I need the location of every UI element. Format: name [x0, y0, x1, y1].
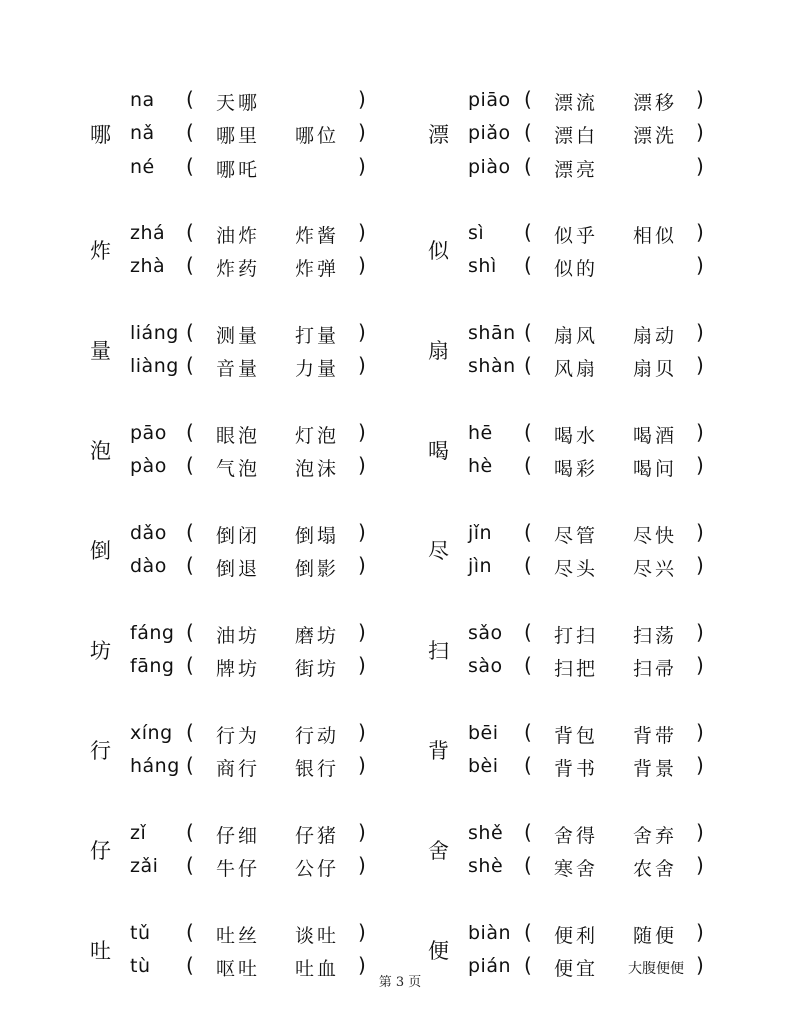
- reading-row: [428, 918, 728, 951]
- open-paren: (: [186, 653, 194, 678]
- close-paren: ): [696, 87, 704, 111]
- close-paren: ): [358, 320, 366, 344]
- open-paren: (: [186, 453, 194, 478]
- entry-left-0: [90, 85, 430, 185]
- entry-left-6: [90, 718, 430, 785]
- open-paren: (: [524, 853, 532, 878]
- close-paren: ): [358, 853, 366, 878]
- close-paren: ): [358, 620, 366, 644]
- example-word: 银行: [295, 758, 340, 781]
- reading-row: [90, 118, 390, 151]
- pinyin: jìn: [468, 555, 493, 578]
- open-paren: (: [524, 953, 532, 978]
- pinyin: sǎo: [468, 622, 503, 644]
- example-word: 灯泡: [295, 425, 340, 447]
- pinyin: sào: [468, 655, 503, 678]
- close-paren: ): [696, 153, 704, 178]
- pinyin: jǐn: [468, 522, 493, 544]
- example-word: 行动: [295, 725, 340, 747]
- example-word: 扫帚: [633, 658, 678, 681]
- example-word: 商行: [216, 758, 261, 781]
- reading-row: [428, 218, 728, 251]
- pinyin: dào: [130, 555, 167, 578]
- close-paren: ): [696, 953, 704, 978]
- pinyin: nǎ: [130, 122, 155, 145]
- pinyin: hè: [468, 455, 493, 478]
- close-paren: ): [696, 553, 704, 578]
- headword-char: 漂: [428, 122, 449, 147]
- open-paren: (: [524, 353, 532, 378]
- example-word: 扫把: [554, 658, 599, 681]
- headword-char: 扇: [428, 339, 449, 364]
- example-word: 似的: [554, 258, 599, 281]
- entry-right-3: [428, 418, 768, 485]
- example-word: 炸药: [216, 258, 261, 281]
- reading-row: [428, 418, 728, 451]
- pinyin: piāo: [468, 89, 511, 111]
- example-word: 漂移: [633, 92, 678, 114]
- open-paren: (: [186, 853, 194, 878]
- example-word: 扇贝: [633, 358, 678, 381]
- close-paren: ): [358, 153, 366, 178]
- open-paren: (: [524, 220, 532, 244]
- close-paren: ): [358, 420, 366, 444]
- close-paren: ): [358, 453, 366, 478]
- close-paren: ): [696, 653, 704, 678]
- open-paren: (: [524, 920, 532, 944]
- reading-row: [428, 251, 728, 284]
- example-word: 扫荡: [633, 625, 678, 647]
- example-word: 喝问: [633, 458, 678, 481]
- reading-row: [90, 818, 390, 851]
- reading-row: [90, 751, 390, 784]
- entry-right-4: [428, 518, 768, 585]
- reading-row: [90, 251, 390, 284]
- example-word: 舍得: [554, 825, 599, 847]
- entry-right-2: [428, 318, 768, 385]
- pinyin: shě: [468, 822, 504, 844]
- pinyin: liàng: [130, 355, 179, 378]
- close-paren: ): [696, 220, 704, 244]
- close-paren: ): [358, 87, 366, 111]
- example-word: 气泡: [216, 458, 261, 481]
- headword-char: 炸: [90, 239, 111, 264]
- open-paren: (: [186, 120, 194, 145]
- pinyin: bēi: [468, 722, 499, 744]
- example-word: 街坊: [295, 658, 340, 681]
- headword-char: 背: [428, 739, 449, 764]
- pinyin: sì: [468, 222, 485, 244]
- open-paren: (: [186, 153, 194, 178]
- reading-row: [428, 152, 728, 185]
- headword-char: 哪: [90, 122, 111, 147]
- close-paren: ): [696, 320, 704, 344]
- example-word: 农舍: [633, 858, 678, 881]
- headword-char: 倒: [90, 539, 111, 564]
- example-word: 天哪: [216, 92, 261, 114]
- example-word: 背带: [633, 725, 678, 747]
- example-word: 呕吐: [216, 958, 261, 981]
- example-word: 打量: [295, 325, 340, 347]
- close-paren: ): [696, 420, 704, 444]
- example-word: 倒塌: [295, 525, 340, 547]
- open-paren: (: [186, 953, 194, 978]
- open-paren: (: [524, 420, 532, 444]
- reading-row: [90, 718, 390, 751]
- example-word: 谈吐: [295, 925, 340, 947]
- example-word: 哪吒: [216, 158, 261, 181]
- example-word: 力量: [295, 358, 340, 381]
- reading-row: [428, 851, 728, 884]
- headword-char: 舍: [428, 839, 449, 864]
- example-word: 便宜: [554, 958, 599, 981]
- reading-row: [90, 518, 390, 551]
- example-word: 喝彩: [554, 458, 599, 481]
- headword-char: 量: [90, 339, 111, 364]
- open-paren: (: [524, 553, 532, 578]
- open-paren: (: [186, 87, 194, 111]
- pinyin: hē: [468, 422, 493, 444]
- pinyin: xíng: [130, 722, 173, 744]
- open-paren: (: [186, 820, 194, 844]
- open-paren: (: [524, 820, 532, 844]
- reading-row: [90, 851, 390, 884]
- close-paren: ): [696, 253, 704, 278]
- example-word: 漂亮: [554, 158, 599, 181]
- open-paren: (: [524, 620, 532, 644]
- example-word: 牌坊: [216, 658, 261, 681]
- example-word: 倒影: [295, 558, 340, 581]
- open-paren: (: [186, 720, 194, 744]
- example-word: 炸弹: [295, 258, 340, 281]
- close-paren: ): [358, 753, 366, 778]
- example-word: 打扫: [554, 625, 599, 647]
- pinyin: bèi: [468, 755, 499, 778]
- headword-char: 尽: [428, 539, 449, 564]
- close-paren: ): [358, 220, 366, 244]
- close-paren: ): [696, 720, 704, 744]
- example-word: 风扇: [554, 358, 599, 381]
- example-word: 仔猪: [295, 825, 340, 847]
- pinyin: pāo: [130, 422, 167, 444]
- pinyin: pián: [468, 955, 512, 978]
- pinyin: na: [130, 89, 155, 111]
- example-word: 吐丝: [216, 925, 261, 947]
- open-paren: (: [524, 253, 532, 278]
- reading-row: [428, 118, 728, 151]
- entry-left-4: [90, 518, 430, 585]
- example-word: 漂洗: [633, 125, 678, 148]
- pinyin: né: [130, 155, 155, 178]
- headword-char: 仔: [90, 839, 111, 864]
- entry-left-7: [90, 818, 430, 885]
- close-paren: ): [358, 553, 366, 578]
- entry-right-6: [428, 718, 768, 785]
- pinyin: dǎo: [130, 522, 167, 544]
- example-word: 炸酱: [295, 225, 340, 247]
- close-paren: ): [358, 353, 366, 378]
- example-word: 相似: [633, 225, 678, 247]
- close-paren: ): [358, 920, 366, 944]
- entry-right-5: [428, 618, 768, 685]
- example-word: 背景: [633, 758, 678, 781]
- pinyin: zhá: [130, 222, 166, 244]
- headword-char: 行: [90, 739, 111, 764]
- headword-char: 吐: [90, 939, 111, 964]
- example-word: 眼泡: [216, 425, 261, 447]
- example-word: 倒闭: [216, 525, 261, 547]
- reading-row: [428, 751, 728, 784]
- example-word: 背包: [554, 725, 599, 747]
- reading-row: [90, 451, 390, 484]
- example-word: 尽快: [633, 525, 678, 547]
- example-word: 漂白: [554, 125, 599, 148]
- open-paren: (: [524, 520, 532, 544]
- example-word: 仔细: [216, 825, 261, 847]
- example-word: 舍弃: [633, 825, 678, 847]
- entry-right-7: [428, 818, 768, 885]
- open-paren: (: [524, 453, 532, 478]
- open-paren: (: [524, 753, 532, 778]
- example-word: 牛仔: [216, 858, 261, 881]
- reading-row: [428, 451, 728, 484]
- pinyin: shān: [468, 322, 516, 344]
- reading-row: [90, 218, 390, 251]
- open-paren: (: [524, 720, 532, 744]
- headword-char: 喝: [428, 439, 449, 464]
- reading-row: [428, 518, 728, 551]
- reading-row: [90, 418, 390, 451]
- reading-row: [428, 351, 728, 384]
- entry-left-5: [90, 618, 430, 685]
- close-paren: ): [358, 720, 366, 744]
- close-paren: ): [696, 853, 704, 878]
- close-paren: ): [358, 120, 366, 145]
- close-paren: ): [358, 520, 366, 544]
- example-word: 油炸: [216, 225, 261, 247]
- open-paren: (: [186, 420, 194, 444]
- open-paren: (: [524, 120, 532, 145]
- open-paren: (: [524, 87, 532, 111]
- reading-row: [428, 651, 728, 684]
- reading-row: [90, 152, 390, 185]
- close-paren: ): [358, 820, 366, 844]
- close-paren: ): [696, 753, 704, 778]
- headword-char: 扫: [428, 639, 449, 664]
- example-word: 尽兴: [633, 558, 678, 581]
- example-word: 哪里: [216, 125, 261, 148]
- pinyin: háng: [130, 755, 180, 778]
- example-word: 哪位: [295, 125, 340, 148]
- page-number: 第 3 页: [378, 975, 422, 990]
- reading-row: [90, 85, 390, 118]
- example-word: 倒退: [216, 558, 261, 581]
- close-paren: ): [696, 620, 704, 644]
- entry-right-1: [428, 218, 768, 285]
- open-paren: (: [524, 653, 532, 678]
- example-word: 寒舍: [554, 858, 599, 881]
- open-paren: (: [186, 920, 194, 944]
- example-word: 似乎: [554, 225, 599, 247]
- pinyin: piǎo: [468, 122, 511, 145]
- pinyin: liáng: [130, 322, 179, 344]
- close-paren: ): [696, 920, 704, 944]
- example-word: 音量: [216, 358, 261, 381]
- example-word: 喝水: [554, 425, 599, 447]
- example-word: 扇动: [633, 325, 678, 347]
- open-paren: (: [186, 253, 194, 278]
- reading-row: [90, 918, 390, 951]
- pinyin: fāng: [130, 655, 175, 678]
- pinyin: shàn: [468, 355, 516, 378]
- entry-left-2: [90, 318, 430, 385]
- headword-char: 便: [428, 939, 449, 964]
- example-word: 随便: [633, 925, 678, 947]
- open-paren: (: [186, 753, 194, 778]
- example-word: 行为: [216, 725, 261, 747]
- open-paren: (: [186, 220, 194, 244]
- open-paren: (: [186, 353, 194, 378]
- example-word: 测量: [216, 325, 261, 347]
- example-word: 便利: [554, 925, 599, 947]
- example-word: 背书: [554, 758, 599, 781]
- close-paren: ): [358, 953, 366, 978]
- pinyin: zǐ: [130, 822, 147, 844]
- reading-row: [428, 85, 728, 118]
- close-paren: ): [696, 820, 704, 844]
- reading-row: [428, 318, 728, 351]
- headword-char: 坊: [90, 639, 111, 664]
- open-paren: (: [186, 520, 194, 544]
- close-paren: ): [358, 253, 366, 278]
- example-word: 大腹便便: [628, 961, 684, 978]
- example-word: 尽管: [554, 525, 599, 547]
- open-paren: (: [186, 553, 194, 578]
- entry-left-1: [90, 218, 430, 285]
- reading-row: [90, 318, 390, 351]
- example-word: 吐血: [295, 958, 340, 981]
- close-paren: ): [696, 520, 704, 544]
- entry-left-3: [90, 418, 430, 485]
- pinyin: pào: [130, 455, 167, 478]
- entry-right-0: [428, 85, 768, 185]
- reading-row: [428, 618, 728, 651]
- reading-row: [90, 351, 390, 384]
- reading-row: [90, 651, 390, 684]
- example-word: 尽头: [554, 558, 599, 581]
- open-paren: (: [524, 320, 532, 344]
- close-paren: ): [696, 120, 704, 145]
- example-word: 磨坊: [295, 625, 340, 647]
- example-word: 油坊: [216, 625, 261, 647]
- reading-row: [428, 818, 728, 851]
- headword-char: 泡: [90, 439, 111, 464]
- pinyin: shè: [468, 855, 504, 878]
- headword-char: 似: [428, 239, 449, 264]
- pinyin: biàn: [468, 922, 512, 944]
- example-word: 泡沫: [295, 458, 340, 481]
- pinyin: tù: [130, 955, 151, 978]
- open-paren: (: [186, 320, 194, 344]
- pinyin: fáng: [130, 622, 175, 644]
- open-paren: (: [186, 620, 194, 644]
- close-paren: ): [696, 453, 704, 478]
- pinyin: tǔ: [130, 922, 151, 944]
- reading-row: [90, 551, 390, 584]
- reading-row: [428, 551, 728, 584]
- reading-row: [90, 618, 390, 651]
- example-word: 喝酒: [633, 425, 678, 447]
- close-paren: ): [358, 653, 366, 678]
- example-word: 漂流: [554, 92, 599, 114]
- pinyin: zǎi: [130, 855, 159, 878]
- close-paren: ): [696, 353, 704, 378]
- pinyin: shì: [468, 255, 497, 278]
- example-word: 公仔: [295, 858, 340, 881]
- reading-row: [428, 718, 728, 751]
- open-paren: (: [524, 153, 532, 178]
- pinyin: zhà: [130, 255, 166, 278]
- pinyin: piào: [468, 155, 511, 178]
- example-word: 扇风: [554, 325, 599, 347]
